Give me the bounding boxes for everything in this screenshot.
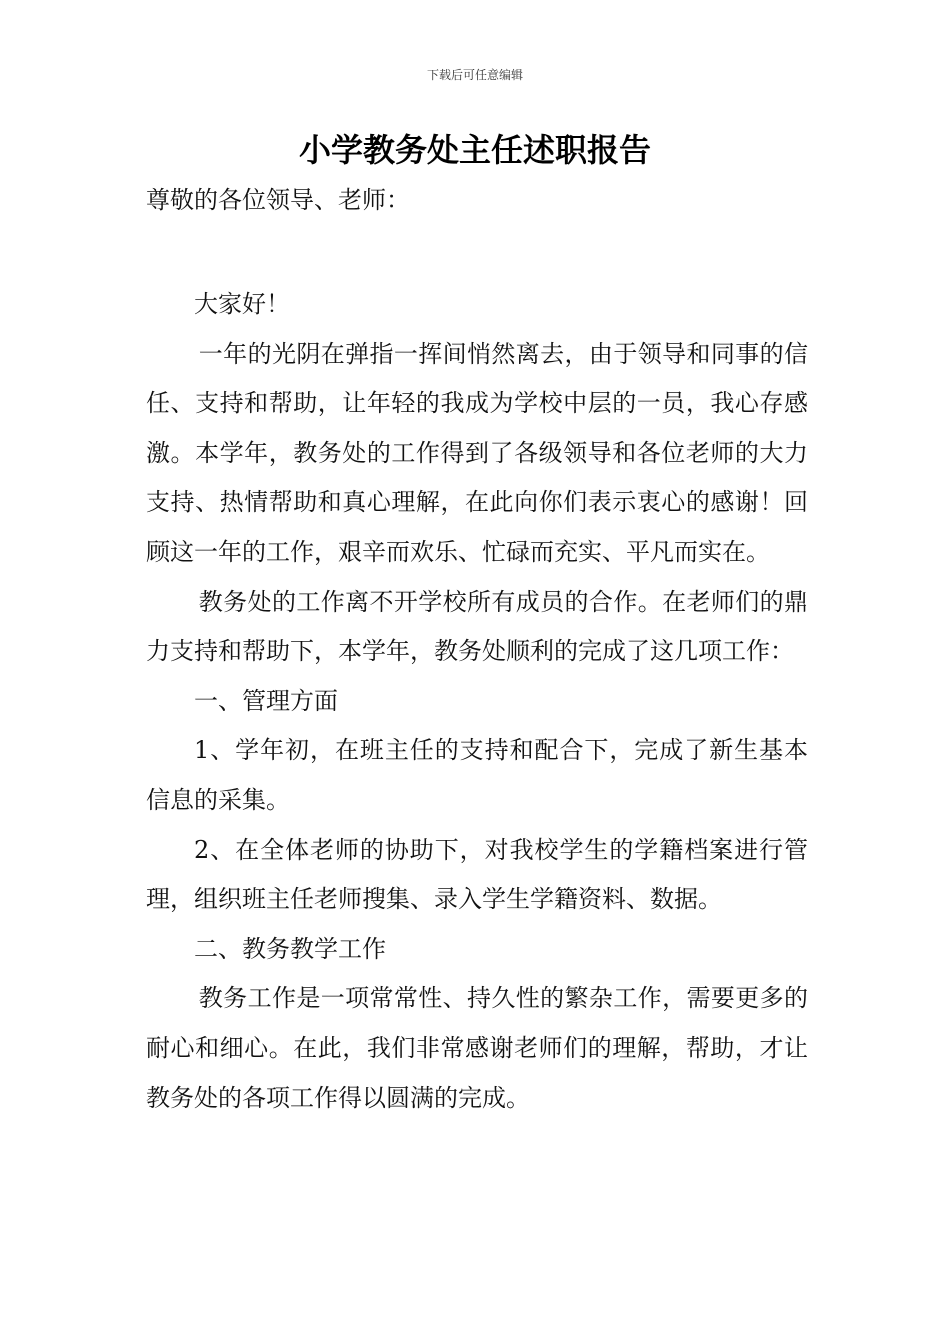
list-item-2: 2、在全体老师的协助下，对我校学生的学籍档案进行管理，组织班主任老师搜集、录入学生学籍资料、数据。 <box>146 835 808 914</box>
paragraph-teaching: 教务工作是一项常常性、持久性的繁杂工作，需要更多的耐心和细心。在此，我们非常感谢老师们的理解，帮助，才让教务处的各项工作得以圆满的完成。 <box>146 984 808 1112</box>
list-item-1: 1、学年初，在班主任的支持和配合下，完成了新生基本信息的采集。 <box>146 736 808 814</box>
paragraph-intro: 一年的光阴在弹指一挥间悄然离去，由于领导和同事的信任、支持和帮助，让年轻的我成为学校中层的一员，我心存感激。本学年，教务处的工作得到了各级领导和各位老师的大力支持、热情帮助和真心理解，在此向你们表示衷心的感谢！回顾这一年的工作，艰辛而欢乐、忙碌而充实、平凡而实在。 <box>146 339 808 566</box>
document-body <box>146 280 808 1123</box>
salutation: 尊敬的各位领导、老师： <box>146 186 410 214</box>
paragraph-work-summary: 教务处的工作离不开学校所有成员的合作。在老师们的鼎力支持和帮助下，本学年，教务处顺利的完成了这几项工作： <box>146 587 808 666</box>
section-heading-teaching: 二、教务教学工作 <box>194 934 386 963</box>
header-note: 下载后可任意编辑 <box>426 68 523 82</box>
document-title: 小学教务处主任述职报告 <box>298 131 651 169</box>
section-heading-management: 一、管理方面 <box>194 686 338 715</box>
paragraph-greeting: 大家好！ <box>194 290 290 318</box>
